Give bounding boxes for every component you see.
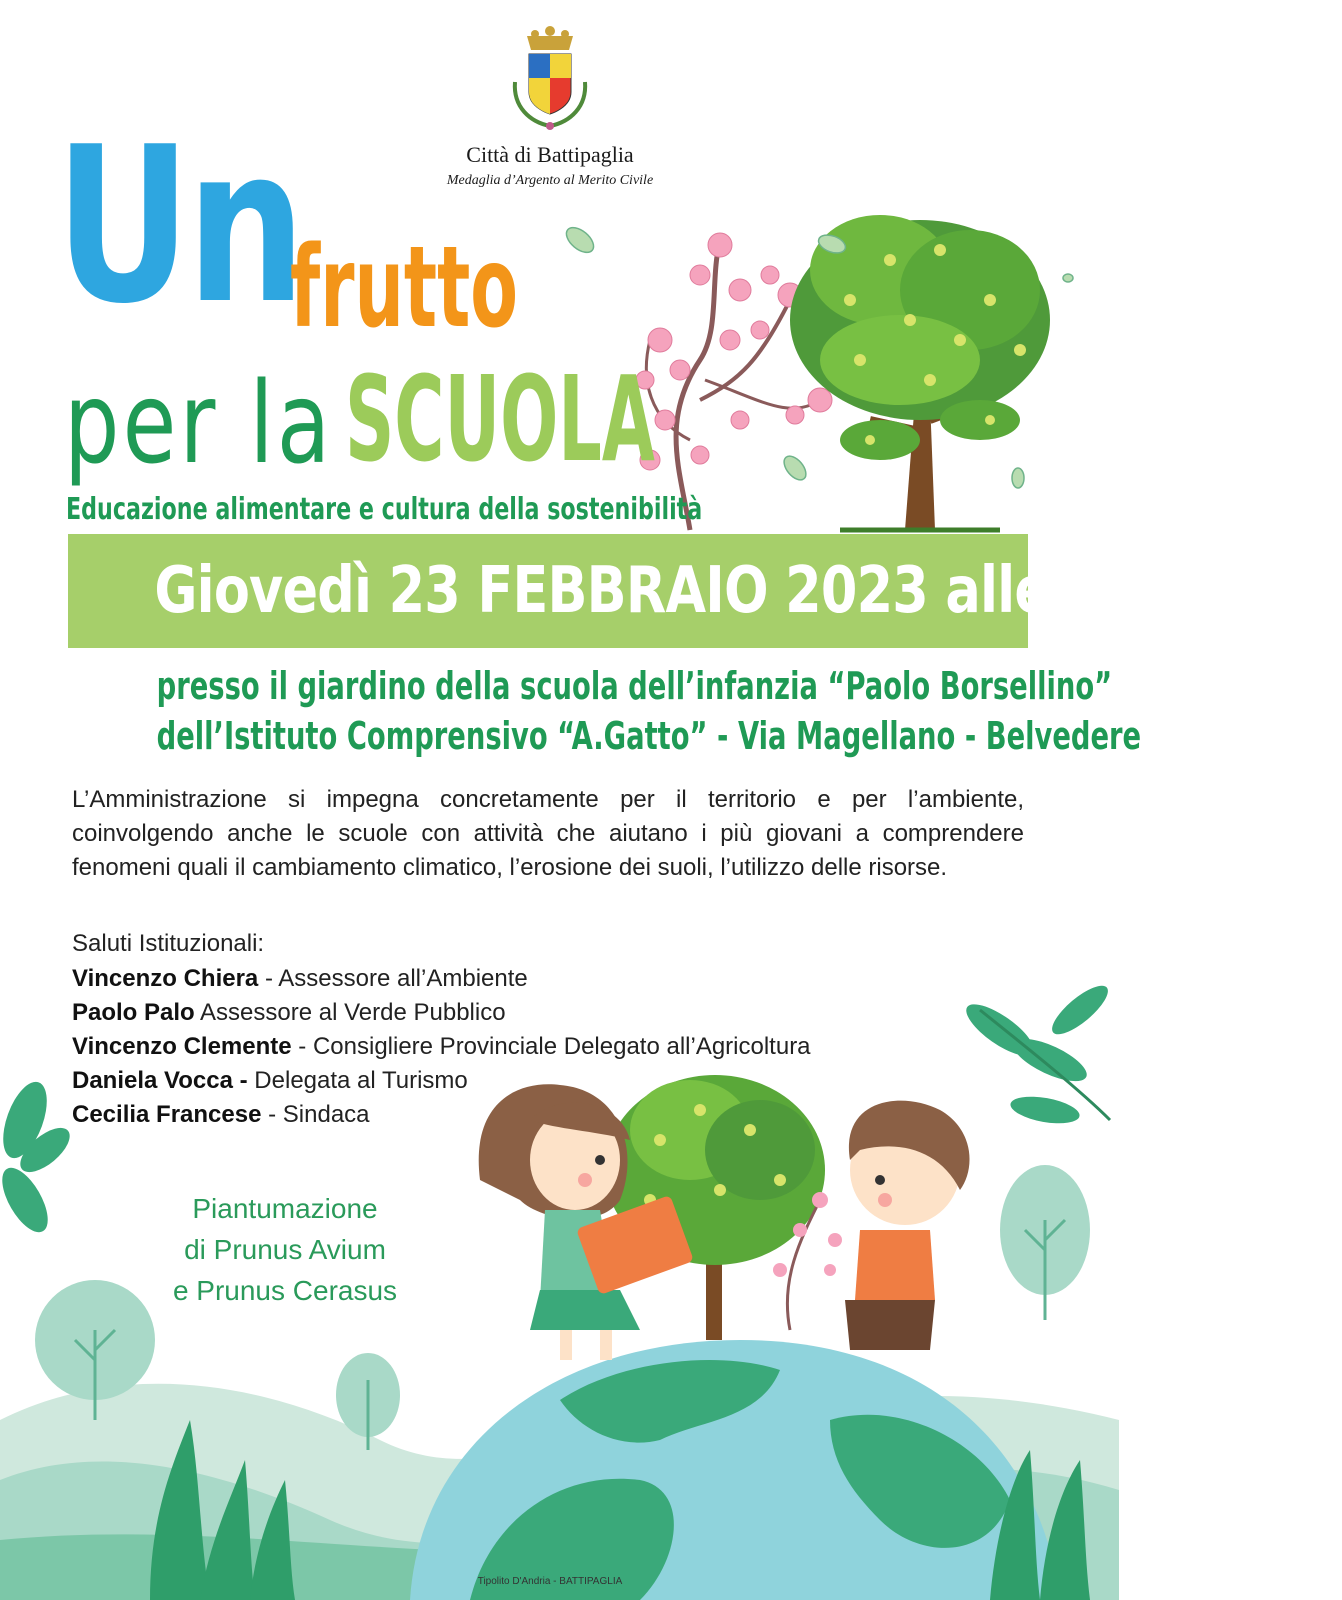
globe-icon bbox=[410, 1340, 1060, 1600]
speakers-list bbox=[72, 962, 811, 1132]
speaker-item bbox=[72, 996, 811, 1030]
planting-line-2: di Prunus Avium bbox=[184, 1234, 386, 1265]
speaker-name: Cecilia Francese bbox=[72, 1101, 262, 1128]
speaker-name: Vincenzo Chiera bbox=[72, 965, 259, 992]
speaker-name: Vincenzo Clemente bbox=[72, 1033, 292, 1060]
date-banner bbox=[68, 534, 1342, 648]
leaf-icon bbox=[0, 1076, 77, 1239]
title-word-scuola: SCUOLA bbox=[345, 350, 655, 488]
speaker-item bbox=[72, 962, 811, 996]
speaker-item bbox=[72, 1030, 811, 1064]
planting-line-3: e Prunus Cerasus bbox=[172, 1275, 398, 1306]
city-name: Città di Battipaglia bbox=[466, 142, 634, 167]
speaker-role: Delegata al Turismo bbox=[247, 1067, 468, 1094]
city-subtitle: Medaglia d’Argento al Merito Civile bbox=[446, 173, 654, 188]
greetings-label: Saluti Istituzionali: bbox=[72, 930, 265, 957]
leaf-icon bbox=[959, 978, 1114, 1128]
intro-paragraph: L’Amministrazione si impegna concretamente per il territorio e per l’ambiente, coinvolgendo anche le scuole con attività che aiutano i più giovani a comprendere fenomeni quali il cambiamento climatico, l’erosione dei suoli, l’utilizzo delle risorse. bbox=[72, 786, 1024, 881]
planting-line-1: Piantumazione bbox=[192, 1193, 378, 1224]
event-date-time: Giovedì 23 FEBBRAIO 2023 alle ore 11:00 bbox=[154, 554, 1342, 628]
venue-line-2: dell’Istituto Comprensivo “A.Gatto” - Via Magellano - Belvedere bbox=[156, 714, 1142, 758]
speaker-item bbox=[72, 1064, 811, 1098]
printer-credit: Tipolito D'Andria - BATTIPAGLIA bbox=[477, 1576, 623, 1587]
speaker-role: - Consigliere Provinciale Delegato all’Agricoltura bbox=[291, 1033, 811, 1060]
title-word-frutto: frutto bbox=[290, 223, 518, 353]
subtitle: Educazione alimentare e cultura della sostenibilità bbox=[66, 492, 703, 527]
coat-of-arms-icon bbox=[505, 22, 595, 137]
speaker-name: Paolo Palo bbox=[72, 999, 195, 1026]
speaker-role: - Assessore all’Ambiente bbox=[258, 965, 528, 992]
speaker-name: Daniela Vocca - bbox=[72, 1067, 248, 1094]
boy-icon bbox=[845, 1101, 970, 1350]
venue-line-1: presso il giardino della scuola dell’infanzia “Paolo Borsellino” bbox=[156, 664, 1113, 708]
planting-note bbox=[130, 1188, 440, 1311]
tree-icon bbox=[790, 215, 1050, 530]
title-word-un: Un bbox=[55, 100, 302, 351]
speaker-role: Assessore al Verde Pubblico bbox=[194, 999, 506, 1026]
speaker-role: - Sindaca bbox=[261, 1101, 370, 1128]
speaker-item bbox=[72, 1098, 811, 1132]
title-word-per-la: per la bbox=[64, 359, 334, 489]
